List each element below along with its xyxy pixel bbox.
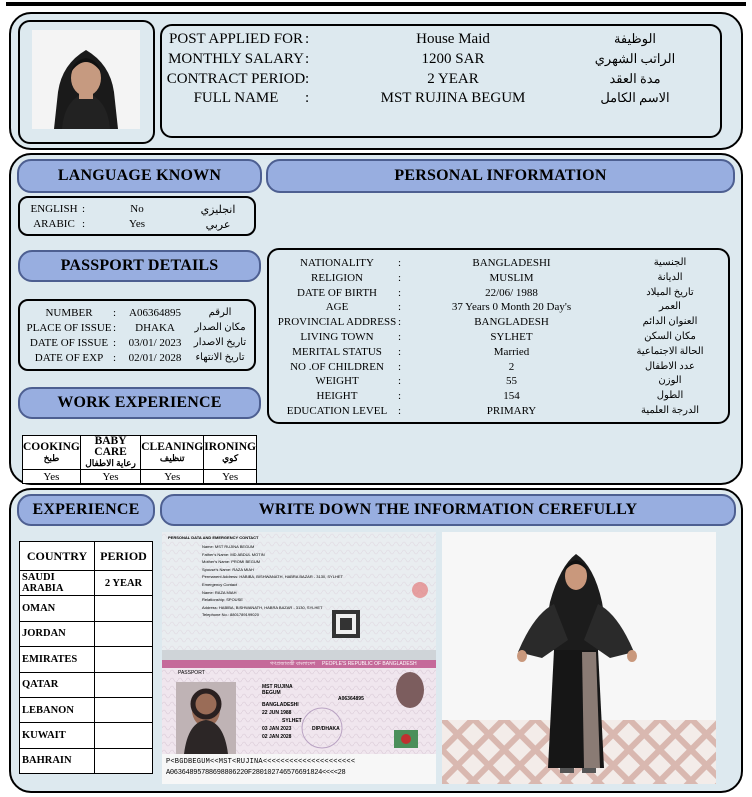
passport-arabic: تاريخ الاصدار: [193, 337, 247, 348]
scan-field: Permanent Address: HABIBA, BISHWANATH, HABRA BAZAR - 3130, SYLHET: [202, 574, 343, 580]
personal-arabic: العمر: [659, 301, 681, 313]
profile-photo-image: [32, 30, 140, 129]
personal-arabic: العنوان الدائم: [642, 316, 698, 328]
personal-colon: :: [398, 405, 402, 417]
personal-label: HEIGHT: [316, 390, 358, 403]
experience-row: [20, 571, 153, 596]
passport-colon: :: [113, 322, 117, 334]
personal-label: NATIONALITY: [300, 257, 374, 269]
passport-colon: :: [113, 307, 117, 319]
full-body-photo: [442, 532, 716, 784]
personal-arabic: الديانة: [657, 271, 683, 283]
profile-photo: [32, 30, 140, 129]
personal-label: EDUCATION LEVEL: [286, 405, 388, 417]
top-rule: [6, 2, 746, 6]
scan-field: Emergency Contact: [202, 582, 238, 587]
personal-label: WEIGHT: [315, 375, 359, 388]
header-label: CONTRACT PERIOD: [166, 71, 306, 87]
personal-label: NO .OF CHILDREN: [290, 360, 384, 373]
passport-value: DHAKA: [135, 322, 175, 334]
personal-information-heading: PERSONAL INFORMATION: [266, 159, 735, 193]
experience-country: LEBANON: [20, 697, 95, 722]
experience-period: [95, 697, 153, 722]
personal-label: PROVINCIAL ADDRESS: [277, 316, 397, 329]
language-known-heading: LANGUAGE KNOWN: [17, 159, 262, 193]
personal-label: MERITAL STATUS: [292, 345, 382, 358]
scan-issue: 03 JAN 2023: [262, 726, 292, 732]
personal-value: MUSLIM: [489, 271, 534, 284]
work-experience-table: [22, 435, 257, 484]
experience-period: [95, 596, 153, 621]
scan-dob: 22 JUN 1988: [262, 710, 292, 716]
personal-colon: :: [398, 360, 402, 373]
experience-row: [20, 672, 153, 697]
personal-value: BANGLADESHI: [472, 257, 551, 269]
passport-label: DATE OF ISSUE: [29, 337, 109, 349]
personal-value: 2: [508, 360, 515, 373]
experience-period: [95, 647, 153, 672]
experience-row: [20, 748, 153, 773]
scan-authority: DIP/DHAKA: [312, 726, 340, 732]
personal-colon: :: [398, 345, 402, 358]
experience-row: [20, 621, 153, 646]
work-value-ironing: Yes: [204, 470, 257, 484]
passport-colon: :: [113, 337, 117, 349]
personal-label: RELIGION: [311, 271, 363, 284]
header-colon: :: [305, 31, 310, 47]
full-body-photo-image: [442, 532, 716, 784]
personal-value: 22/06/ 1988: [485, 286, 538, 299]
experience-row: [20, 723, 153, 748]
passport-arabic: الرقم: [208, 307, 232, 318]
personal-arabic: عدد الاطفال: [645, 360, 695, 372]
personal-colon: :: [398, 331, 402, 343]
header-value: House Maid: [416, 31, 490, 47]
personal-label: LIVING TOWN: [300, 331, 374, 343]
language-value: Yes: [128, 218, 145, 230]
personal-arabic: الجنسية: [653, 257, 687, 268]
personal-arabic: الطول: [656, 390, 684, 402]
passport-arabic: تاريخ الانتهاء: [195, 352, 245, 363]
passport-colon: :: [113, 352, 117, 364]
scan-field: Father's Name: MD ABDUL MOTIN: [202, 551, 265, 557]
scan-field: Name: MST RUJINA BEGUM: [202, 544, 255, 549]
scan-field: Name: RAZA MIAH: [202, 589, 237, 595]
header-colon: :: [305, 90, 310, 106]
header-value: 2 YEAR: [427, 71, 479, 87]
header-label: POST APPLIED FOR: [169, 31, 303, 47]
scan-field: Mother's Name: PROMI BEGUM: [202, 559, 261, 565]
personal-arabic: الدرجة العلمية: [640, 405, 700, 416]
experience-period: [95, 748, 153, 773]
experience-country: KUWAIT: [20, 723, 95, 748]
scan-doc-label: PASSPORT: [178, 670, 205, 676]
experience-period: [95, 723, 153, 748]
language-colon: :: [82, 218, 86, 230]
language-value: No: [130, 203, 144, 215]
experience-col-period: PERIOD: [95, 542, 153, 571]
scan-field: Address: HABIBA, BISHWANATH, HABRA BAZAR - 3130, SYLHET: [202, 604, 323, 610]
header-label: FULL NAME: [193, 90, 279, 106]
personal-arabic: مكان السكن: [644, 331, 696, 342]
work-col-cleaning: CLEANING تنظيف: [141, 436, 204, 470]
header-label: MONTHLY SALARY: [168, 51, 304, 67]
language-arabic: انجليزي: [200, 204, 236, 216]
scan-expiry: 02 JAN 2028: [262, 734, 292, 740]
personal-label: AGE: [325, 301, 349, 314]
experience-country: JORDAN: [20, 621, 95, 646]
passport-label: DATE OF EXP: [34, 352, 104, 364]
scan-mrz-line-1: P<BGDBEGUM<<MST<RUJINA<<<<<<<<<<<<<<<<<<<<<: [166, 758, 356, 766]
personal-colon: :: [398, 390, 402, 403]
experience-country: BAHRAIN: [20, 748, 95, 773]
work-col-baby-care: BABY CARE رعاية الاطفال: [80, 436, 140, 470]
scan-emergency-title: PERSONAL DATA AND EMERGENCY CONTACT: [168, 535, 259, 540]
work-value-baby-care: Yes: [80, 470, 140, 484]
scan-country-bn: গণপ্রজাতন্ত্রী বাংলাদেশ: [270, 661, 316, 667]
personal-value: Married: [493, 345, 530, 358]
language-label: ARABIC: [33, 218, 75, 230]
scan-surname: MST RUJINA: [262, 684, 293, 690]
experience-row: [20, 697, 153, 722]
passport-value: 02/01/ 2028: [128, 352, 182, 364]
experience-country: SAUDI ARABIA: [20, 571, 95, 596]
passport-value: 03/01/ 2023: [128, 337, 182, 349]
language-arabic: عربي: [205, 219, 231, 231]
personal-value: 55: [506, 375, 517, 388]
work-col-ironing: IRONING كوي: [204, 436, 257, 470]
scan-country: PEOPLE'S REPUBLIC OF BANGLADESH: [322, 661, 417, 667]
personal-value: SYLHET: [490, 331, 533, 343]
work-experience-heading: WORK EXPERIENCE: [18, 387, 261, 419]
experience-period: [95, 672, 153, 697]
experience-country: OMAN: [20, 596, 95, 621]
header-arabic: الراتب الشهري: [594, 51, 676, 66]
personal-arabic: تاريخ الميلاد: [646, 286, 694, 298]
personal-colon: :: [398, 286, 402, 299]
header-arabic: الوظيفة: [613, 31, 657, 46]
scan-number: A06364895: [338, 696, 364, 702]
write-down-heading: WRITE DOWN THE INFORMATION CEREFULLY: [160, 494, 736, 526]
scan-field: Relationship: SPOUSE: [202, 597, 243, 603]
header-arabic: مدة العقد: [609, 71, 661, 86]
passport-arabic: مكان الصدار: [194, 322, 246, 333]
scan-field: Spouse's Name: RAZA MIAH: [202, 566, 254, 572]
work-col-cooking: COOKING طبخ: [23, 436, 81, 470]
personal-arabic: الحالة الاجتماعية: [636, 345, 704, 357]
experience-country: EMIRATES: [20, 647, 95, 672]
work-value-cleaning: Yes: [141, 470, 204, 484]
experience-table: [19, 541, 153, 774]
experience-country: QATAR: [20, 672, 95, 697]
scan-pob: SYLHET: [282, 718, 302, 724]
personal-label: DATE OF BIRTH: [296, 286, 377, 299]
personal-colon: :: [398, 301, 402, 314]
scan-mrz-line-2: A06364895788698806220F280102746576691824<<<<28: [166, 769, 346, 777]
work-value-cooking: Yes: [23, 470, 81, 484]
experience-row: [20, 596, 153, 621]
personal-colon: :: [398, 271, 402, 284]
header-colon: :: [305, 71, 310, 87]
header-colon: :: [305, 51, 310, 67]
experience-col-country: COUNTRY: [20, 542, 95, 571]
personal-colon: :: [398, 257, 402, 269]
language-colon: :: [82, 203, 86, 215]
personal-value: 37 Years 0 Month 20 Day's: [451, 301, 572, 314]
header-value: 1200 SAR: [421, 51, 485, 67]
personal-value: BANGLADESH: [474, 316, 549, 329]
experience-row: [20, 647, 153, 672]
passport-label: PLACE OF ISSUE: [26, 322, 112, 334]
personal-value: PRIMARY: [486, 405, 537, 417]
header-value: MST RUJINA BEGUM: [380, 90, 526, 106]
scan-given: BEGUM: [262, 690, 281, 696]
personal-value: 154: [503, 390, 520, 403]
experience-period: 2 YEAR: [95, 571, 153, 596]
personal-colon: :: [398, 375, 402, 388]
passport-details-heading: PASSPORT DETAILS: [18, 250, 261, 282]
personal-colon: :: [398, 316, 402, 329]
experience-heading: EXPERIENCE: [17, 494, 155, 526]
scan-field: Telephone No.: 8801789199020: [202, 612, 259, 618]
passport-value: A06364895: [129, 307, 181, 319]
passport-label: NUMBER: [45, 307, 93, 319]
personal-arabic: الوزن: [658, 375, 682, 387]
header-arabic: الاسم الكامل: [600, 90, 670, 105]
scan-nationality: BANGLADESHI: [262, 702, 299, 708]
passport-scan: [162, 532, 436, 784]
experience-period: [95, 621, 153, 646]
language-label: ENGLISH: [30, 203, 78, 215]
